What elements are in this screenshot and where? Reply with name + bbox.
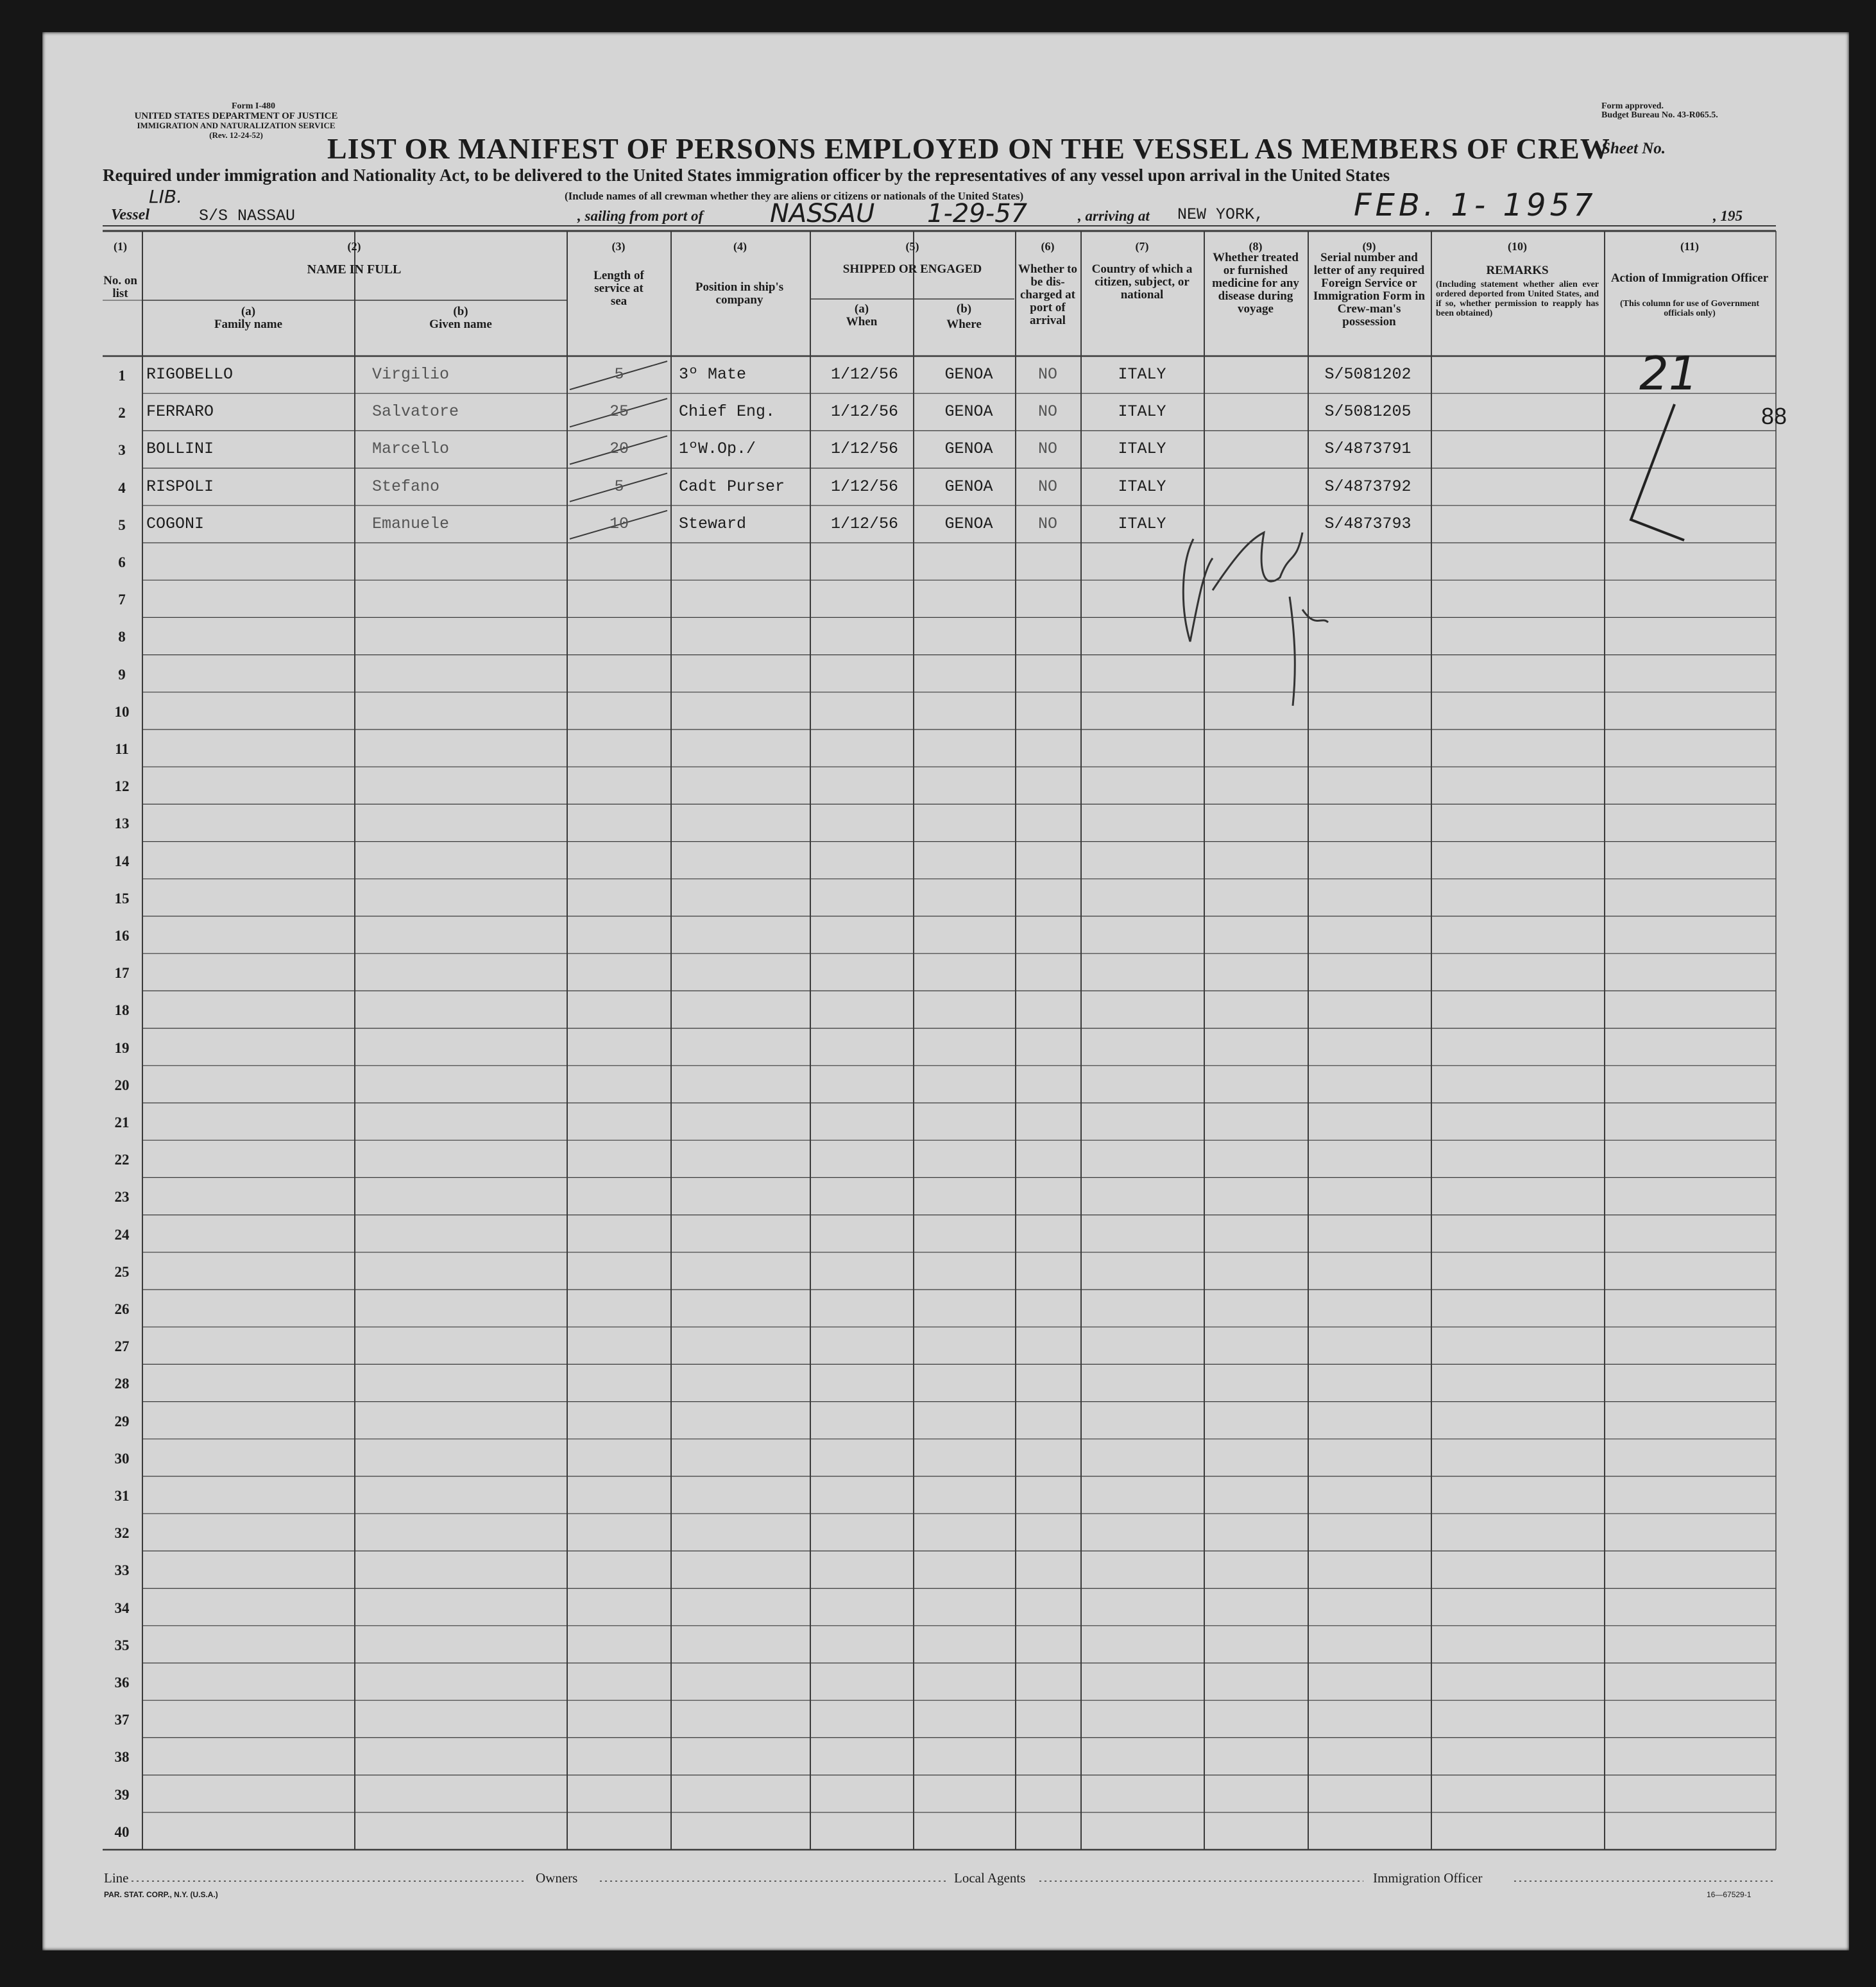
sailing-label: , sailing from port of [577,208,704,224]
footer-owners-label: Owners [536,1870,578,1886]
crew-given-name: Salvatore [372,402,459,422]
crew-position: 1ºW.Op./ [679,439,756,459]
row-number: 14 [114,853,130,869]
crew-family-name: RIGOBELLO [146,365,234,384]
col10-label: REMARKS [1486,264,1549,277]
crew-discharge: NO [1037,402,1057,422]
crew-country: ITALY [1118,402,1166,422]
row-number: 3 [118,442,126,459]
crew-country: ITALY [1118,365,1166,384]
crew-position: Cadt Purser [679,477,785,496]
col10-number: (10) [1508,240,1527,253]
col9-number: (9) [1362,240,1376,253]
row-number: 13 [114,815,130,832]
margin-number: 88 [1761,403,1787,429]
row-number: 27 [114,1338,130,1355]
row-number: 39 [114,1786,130,1803]
row-number: 23 [114,1189,130,1206]
crew-family-name: RISPOLI [146,477,214,496]
row-number: 2 [118,405,126,422]
officer-check-icon [1617,398,1694,545]
row-number: 37 [114,1712,130,1728]
col6-number: (6) [1041,240,1055,253]
col5-label: SHIPPED OR ENGAGED [842,262,982,276]
crew-given-name: Stefano [372,477,440,496]
vessel-flag: LIB. [149,186,182,207]
footer-officer-label: Immigration Officer [1373,1870,1483,1886]
crew-discharge: NO [1037,477,1057,496]
crew-country: ITALY [1118,514,1166,533]
row-number: 18 [114,1002,130,1019]
row-number: 32 [114,1525,130,1542]
crew-serial-number: S/4873793 [1324,514,1411,533]
crew-service-length: 20 [609,439,629,459]
row-number: 40 [114,1823,130,1840]
signature-icon [1168,513,1373,719]
year-suffix: , 195 [1713,208,1743,224]
crew-serial-number: S/4873791 [1324,439,1411,459]
col5a-letter: (a) [854,302,869,316]
service: IMMIGRATION AND NATURALIZATION SERVICE [137,121,336,130]
crew-position: 3º Mate [679,365,747,384]
col11-number: (11) [1680,240,1699,253]
row-number: 15 [114,890,130,907]
col2-number: (2) [347,240,361,253]
department: UNITED STATES DEPARTMENT OF JUSTICE [134,111,338,121]
row-number: 31 [114,1488,130,1504]
crew-service-length: 25 [609,402,629,422]
col9-label: Serial number and letter of any required Foreign Service or Immigration Form in Crew-man's possession [1313,251,1426,328]
row-number: 28 [114,1376,130,1392]
row-number: 25 [114,1263,130,1280]
printer-credit: PAR. STAT. CORP., N.Y. (U.S.A.) [104,1890,218,1899]
row-number: 5 [118,516,126,533]
col2-label: NAME IN FULL [307,262,402,277]
col11-label: Action of Immigration Officer [1610,271,1769,285]
sheet-label: Sheet No. [1601,140,1666,157]
row-number: 21 [114,1114,130,1130]
crew-shipped-where: GENOA [944,439,993,459]
crew-serial-number: S/5081202 [1324,365,1411,384]
crew-shipped-where: GENOA [944,402,993,422]
row-number: 29 [114,1413,130,1429]
crew-position: Chief Eng. [679,402,776,422]
row-number: 20 [114,1077,130,1093]
row-number: 4 [118,479,126,496]
crew-shipped-where: GENOA [944,514,993,533]
crew-discharge: NO [1037,365,1057,384]
include-note: (Include names of all crewman whether they are aliens or citizens or nationals of the United States) [565,190,1024,202]
print-code: 16—67529-1 [1707,1890,1752,1899]
vessel-name: S/S NASSAU [199,207,296,225]
row-number: 22 [114,1152,130,1168]
col5b-label: Where [946,318,982,331]
subtitle: Required under immigration and Nationality Act, to be delivered to the United States immigration officer by the representatives of any vessel upon arrival in the United States [103,166,1390,185]
crew-service-length: 5 [614,477,624,496]
crew-discharge: NO [1037,514,1057,533]
crew-given-name: Emanuele [372,514,450,533]
col11-note: (This column for use of Government officials only) [1619,299,1760,318]
col4-number: (4) [733,240,747,253]
row-number: 30 [114,1450,130,1467]
crew-position: Steward [679,514,747,533]
col3-label: Length of service at sea [593,269,644,308]
sailing-port: NASSAU [770,199,875,228]
col2a-label: Family name [214,318,283,331]
crew-serial-number: S/5081205 [1324,402,1411,422]
vessel-label: Vessel [111,207,149,223]
crew-country: ITALY [1118,477,1166,496]
crew-shipped-when: 1/12/56 [830,402,899,422]
col5a-label: When [846,315,878,328]
col7-label: Country of which a citizen, subject, or national [1091,262,1193,302]
arrival-date: FEB. 1- 1957 [1354,187,1597,223]
arriving-port: NEW YORK, [1177,205,1265,224]
crew-country: ITALY [1118,439,1166,459]
crew-shipped-when: 1/12/56 [830,365,899,384]
crew-family-name: COGONI [146,514,205,533]
col10-note: (Including statement whether alien ever ordered deported from United States, and if so, whether permission to reapply has been obtained) [1436,280,1599,318]
col2a-letter: (a) [241,305,256,318]
footer-line-label: Line [104,1870,129,1886]
form-number: Form I-480 [231,101,276,111]
approval-line1: Form approved. [1601,101,1664,111]
crew-shipped-when: 1/12/56 [830,477,899,496]
row-number: 11 [115,741,129,757]
row-number: 8 [118,629,126,645]
row-number: 19 [114,1039,130,1056]
row-number: 17 [114,965,130,982]
crew-shipped-when: 1/12/56 [830,439,899,459]
crew-given-name: Marcello [372,439,450,459]
row-number: 35 [114,1637,130,1653]
row-number: 33 [114,1562,130,1579]
crew-shipped-where: GENOA [944,365,993,384]
row-number: 34 [114,1599,130,1616]
row-number: 7 [118,592,126,608]
crew-given-name: Virgilio [372,365,450,384]
col1-label: No. on list [103,274,137,300]
footer-agents-label: Local Agents [954,1870,1026,1886]
crew-shipped-where: GENOA [944,477,993,496]
crew-family-name: BOLLINI [146,439,214,459]
row-number: 36 [114,1675,130,1691]
col8-number: (8) [1249,240,1263,253]
crew-serial-number: S/4873792 [1324,477,1411,496]
crew-shipped-when: 1/12/56 [830,514,899,533]
row-number: 10 [114,703,130,720]
row-number: 16 [114,928,130,944]
col3-number: (3) [611,240,626,253]
col5b-letter: (b) [956,302,972,316]
col7-number: (7) [1135,240,1149,253]
crew-discharge: NO [1037,439,1057,459]
arriving-label: , arriving at [1078,208,1150,224]
approval-line2: Budget Bureau No. 43-R065.5. [1601,110,1718,120]
col2b-letter: (b) [453,305,468,318]
sailing-date: 1-29-57 [927,199,1028,228]
col1-number: (1) [114,240,127,253]
row-number: 24 [114,1226,130,1243]
revision: (Rev. 12-24-52) [209,130,263,140]
officer-mark: 21 [1639,346,1698,400]
row-number: 1 [118,368,126,384]
col2b-label: Given name [429,318,492,331]
col4-label: Position in ship's company [695,280,784,307]
col5-number: (5) [905,240,919,253]
row-number: 26 [114,1301,130,1317]
row-number: 6 [118,554,126,570]
row-number: 9 [118,666,126,683]
row-number: 38 [114,1749,130,1766]
col8-label: Whether treated or furnished medicine for any disease during voyage [1212,251,1299,316]
crew-service-length: 10 [609,514,629,533]
crew-service-length: 5 [614,365,624,384]
crew-family-name: FERRARO [146,402,214,422]
col6-label: Whether to be dis-charged at port of arrival [1018,262,1077,327]
row-number: 12 [114,778,130,795]
page-title: LIST OR MANIFEST OF PERSONS EMPLOYED ON THE VESSEL AS MEMBERS OF CREW [327,132,1610,165]
